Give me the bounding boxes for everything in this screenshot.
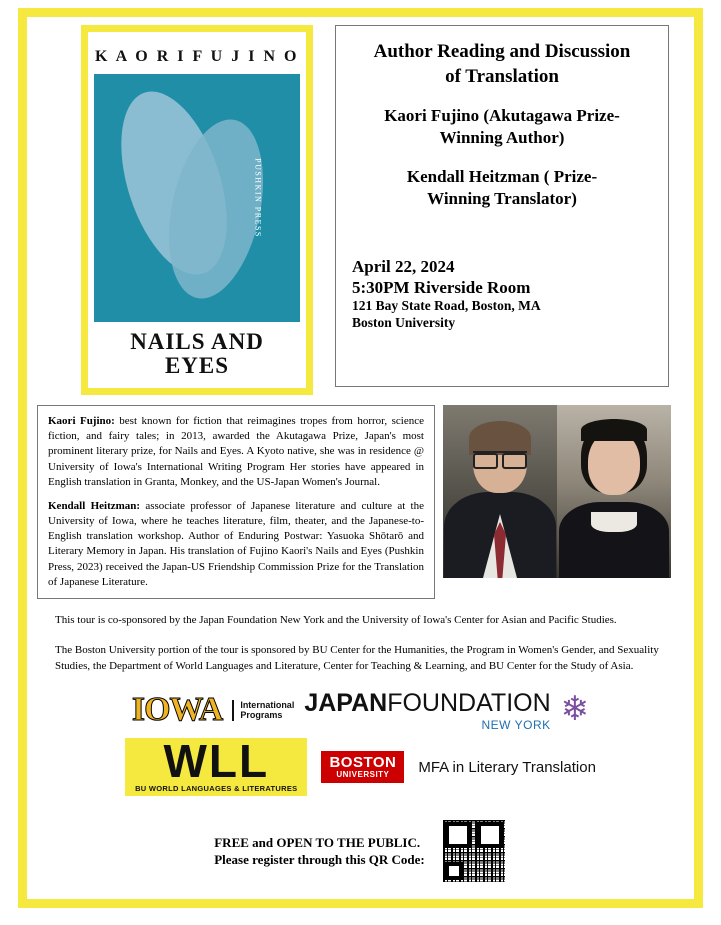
iowa-logo: IOWA bbox=[131, 691, 223, 729]
event-institution: Boston University bbox=[352, 315, 456, 331]
event-address: 121 Bay State Road, Boston, MA bbox=[352, 298, 541, 314]
japan-foundation-logo bbox=[304, 689, 550, 732]
book-title-line1: NAILS AND bbox=[130, 328, 264, 354]
bio-translator bbox=[48, 499, 424, 590]
photo-kendall-heitzman bbox=[443, 405, 557, 578]
speaker-translator bbox=[352, 166, 652, 210]
qr-code[interactable] bbox=[441, 818, 507, 884]
event-time-room: 5:30PM Riverside Room bbox=[352, 278, 531, 297]
bio-author-name: Kaori Fujino: bbox=[48, 415, 115, 427]
speaker-author-line2: Winning Author) bbox=[439, 128, 565, 148]
book-cover bbox=[81, 25, 313, 395]
poster bbox=[18, 8, 703, 908]
japan-foundation-wordmark bbox=[304, 689, 550, 718]
book-title-line2: EYES bbox=[164, 352, 230, 378]
footer-line2: Please register through this QR Code: bbox=[214, 852, 425, 868]
sponsor-line-2: The Boston University portion of the tour is sponsored by BU Center for the Humanities, the Program in Women's Gender, and Sexuality Studies, the Department of World Languages and Literature, Center for Teaching & Learning, and BU Center for the Study of Asia. bbox=[55, 643, 659, 672]
logo-row-bottom bbox=[37, 734, 684, 797]
speaker-translator-line2: Winning Translator) bbox=[427, 188, 577, 208]
event-heading bbox=[352, 40, 652, 89]
event-heading-line1: Author Reading and Discussion bbox=[373, 41, 631, 62]
international-programs-logo bbox=[232, 700, 294, 721]
bio-translator-name: Kendall Heitzman: bbox=[48, 499, 141, 512]
boston-university-logo bbox=[321, 751, 404, 783]
japan-foundation-bold: JAPAN bbox=[304, 688, 388, 717]
event-details-box bbox=[335, 25, 669, 387]
japan-foundation-light: FOUNDATION bbox=[387, 688, 551, 717]
speaker-author-line1: Kaori Fujino (Akutagawa Prize- bbox=[384, 106, 620, 126]
bio-author-text: best known for fiction that reimagines tropes from horror, science fiction, and fairy tales; in 2013, awarded the Akutagawa Prize, Japan's most prominent literary prize, for Nails and Eyes. A Kyoto native, she was in residence @ University of Iowa's International Writing Program Her stories have appeared in English translation in Granta, Monkey, and the US-Japan Women's Journal. bbox=[48, 415, 424, 488]
event-heading-line2: of Translation bbox=[445, 65, 559, 87]
bu-line2: UNIVERSITY bbox=[336, 769, 390, 779]
photo-b-bangs bbox=[581, 419, 647, 441]
glasses-icon bbox=[473, 451, 527, 463]
bio-box bbox=[37, 405, 435, 599]
sponsor-line-1: This tour is co-sponsored by the Japan Foundation New York and the University of Iowa's Center for Asian and Pacific Studies. bbox=[55, 613, 617, 626]
bio-author bbox=[48, 414, 424, 490]
mfa-program-label: MFA in Literary Translation bbox=[418, 758, 596, 776]
photo-b-collar bbox=[591, 512, 637, 532]
event-logistics bbox=[352, 256, 652, 332]
wll-subtitle: BU WORLD LANGUAGES & LITERATURES bbox=[135, 784, 298, 794]
speaker-author bbox=[352, 105, 652, 149]
intl-programs-line1: International bbox=[240, 699, 295, 710]
logo-row-top bbox=[37, 689, 684, 732]
bio-translator-text: associate professor of Japanese literature and culture at the University of Iowa, where he teaches literature, film, theater, and the Japanese-to-English translation workshop. Author of Enduring Postwar: Yasuoka Shōtarō and Literary Memory in Japan. His translation of Fujino Kaori's Nails and Eyes (Pushkin Press, 2023) received the Japan-US Friendship Commission Prize for the Translation of Japanese Literature. bbox=[48, 499, 424, 588]
event-date: April 22, 2024 bbox=[352, 256, 455, 276]
speaker-translator-line1: Kendall Heitzman ( Prize- bbox=[406, 166, 598, 186]
top-section bbox=[37, 25, 684, 395]
footer-line1: FREE and OPEN TO THE PUBLIC. bbox=[214, 834, 421, 850]
sponsor-text bbox=[37, 613, 684, 675]
book-cover-artwork bbox=[94, 74, 300, 322]
registration-text bbox=[214, 834, 425, 869]
intl-programs-line2: Programs bbox=[240, 710, 283, 721]
book-cover-author: K A O R I F U J I N O bbox=[95, 48, 299, 65]
butterfly-icon: ❄ bbox=[560, 691, 590, 729]
wll-logo bbox=[125, 734, 307, 797]
poster-inner bbox=[27, 17, 694, 899]
speaker-photos bbox=[443, 405, 671, 578]
book-cover-title bbox=[94, 322, 300, 384]
logo-section bbox=[37, 689, 684, 797]
bio-section bbox=[37, 405, 684, 599]
bu-line1: BOSTON bbox=[329, 753, 397, 771]
photo-a-hair bbox=[469, 421, 531, 455]
wll-letters: WLL bbox=[163, 734, 270, 787]
japan-foundation-newyork: NEW YORK bbox=[481, 717, 551, 732]
footer-section bbox=[37, 818, 684, 884]
book-publisher-label: PUSHKIN PRESS bbox=[253, 157, 263, 238]
photo-kaori-fujino bbox=[557, 405, 671, 578]
